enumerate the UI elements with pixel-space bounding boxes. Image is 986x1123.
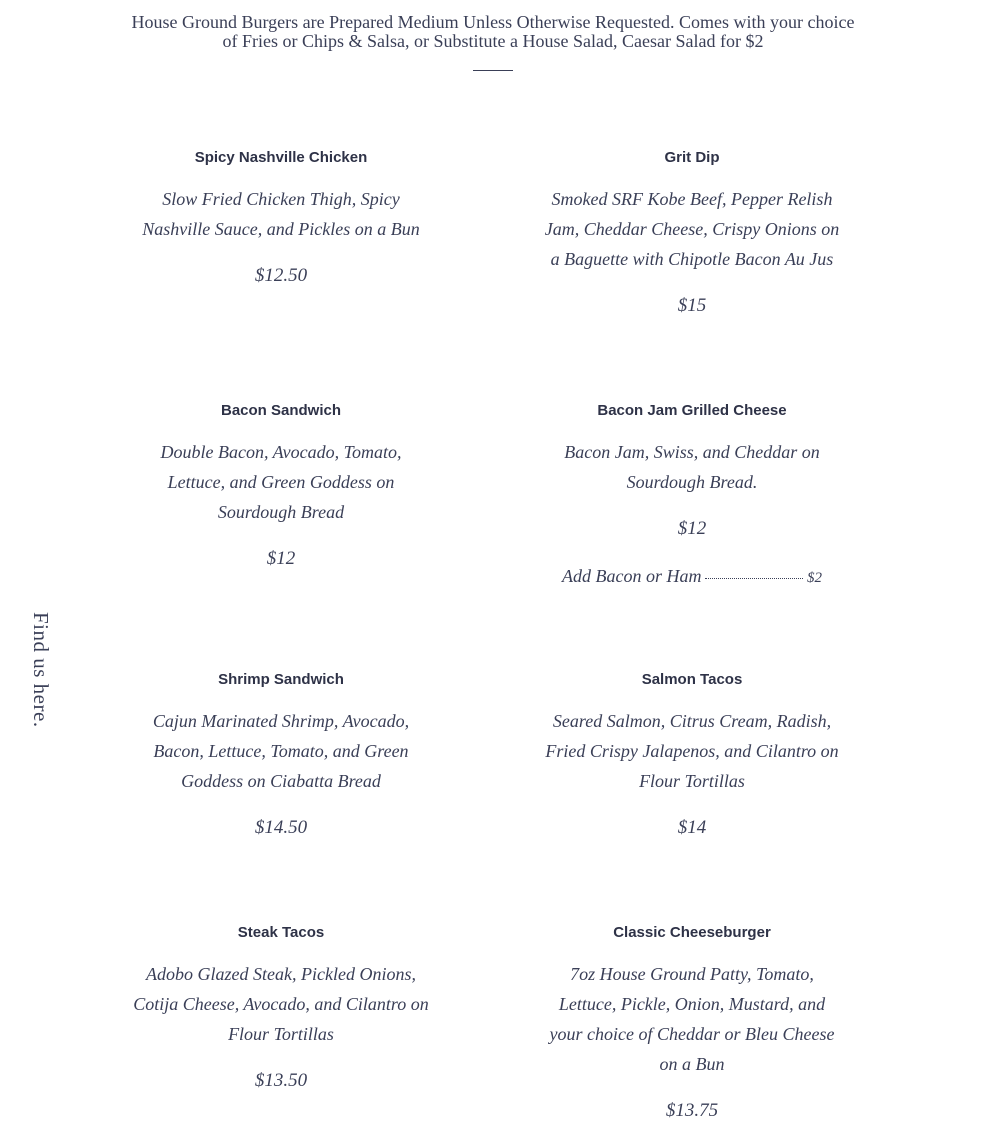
menu-item-description: Smoked SRF Kobe Beef, Pepper Relish Jam, Cheddar Cheese, Crispy Onions on a Baguette with Chipotle Bacon Au Jus — [544, 189, 840, 269]
menu-item-description: Adobo Glazed Steak, Pickled Onions, Cotija Cheese, Avocado, and Cilantro on Flour Tortillas — [133, 964, 429, 1044]
menu-item-description: Cajun Marinated Shrimp, Avocado, Bacon, Lettuce, Tomato, and Green Goddess on Ciabatta Bread — [152, 711, 410, 791]
menu-item-bacon-jam-grilled-cheese — [532, 402, 852, 587]
menu-item-grit-dip — [532, 149, 852, 317]
menu-item-name: Spicy Nashville Chicken — [194, 149, 368, 166]
menu-item-price: $12 — [266, 548, 296, 569]
menu-item-description: Seared Salmon, Citrus Cream, Radish, Fried Crispy Jalapenos, and Cilantro on Flour Tortillas — [545, 711, 839, 791]
menu-item-price: $13.50 — [254, 1070, 308, 1091]
menu-item-price: $12 — [677, 518, 707, 539]
find-us-link[interactable]: Find us here. — [29, 612, 53, 728]
addon-dot-leader — [705, 578, 803, 579]
menu-item-shrimp-sandwich — [121, 671, 441, 839]
menu-item-price: $14 — [677, 817, 707, 838]
menu-item-name: Bacon Sandwich — [220, 402, 342, 419]
menu-item-name: Grit Dip — [664, 149, 720, 166]
menu-item-spicy-nashville-chicken — [121, 149, 441, 287]
menu-item-salmon-tacos — [532, 671, 852, 839]
menu-item-bacon-sandwich — [121, 402, 441, 570]
divider — [473, 70, 513, 71]
menu-item-price: $15 — [677, 295, 707, 316]
menu-item-price: $13.75 — [665, 1100, 719, 1121]
menu-item-name: Shrimp Sandwich — [218, 671, 344, 688]
menu-item-steak-tacos — [121, 924, 441, 1092]
menu-item-name: Salmon Tacos — [641, 671, 743, 688]
menu-item-classic-cheeseburger — [532, 924, 852, 1122]
menu-item-name: Steak Tacos — [237, 924, 325, 941]
addon-price: $2 — [807, 570, 822, 586]
menu-item-description: 7oz House Ground Patty, Tomato, Lettuce, Pickle, Onion, Mustard, and your choice of Cheddar or Bleu Cheese on a Bun — [549, 964, 835, 1074]
menu-item-description: Slow Fried Chicken Thigh, Spicy Nashville Sauce, and Pickles on a Bun — [142, 189, 420, 239]
menu-item-price: $12.50 — [254, 265, 308, 286]
menu-intro-note: House Ground Burgers are Prepared Medium Unless Otherwise Requested. Comes with your choice of Fries or Chips & Salsa, or Substitute a House Salad, Caesar Salad for $2 — [131, 12, 855, 51]
addon-label: Add Bacon or Ham — [562, 566, 702, 586]
menu-item-price: $14.50 — [254, 817, 308, 838]
menu-item-addon — [562, 566, 822, 587]
menu-item-name: Bacon Jam Grilled Cheese — [597, 402, 787, 419]
menu-item-description: Double Bacon, Avocado, Tomato, Lettuce, and Green Goddess on Sourdough Bread — [160, 442, 402, 522]
menu-item-name: Classic Cheeseburger — [613, 924, 771, 941]
menu-item-description: Bacon Jam, Swiss, and Cheddar on Sourdough Bread. — [564, 442, 820, 492]
